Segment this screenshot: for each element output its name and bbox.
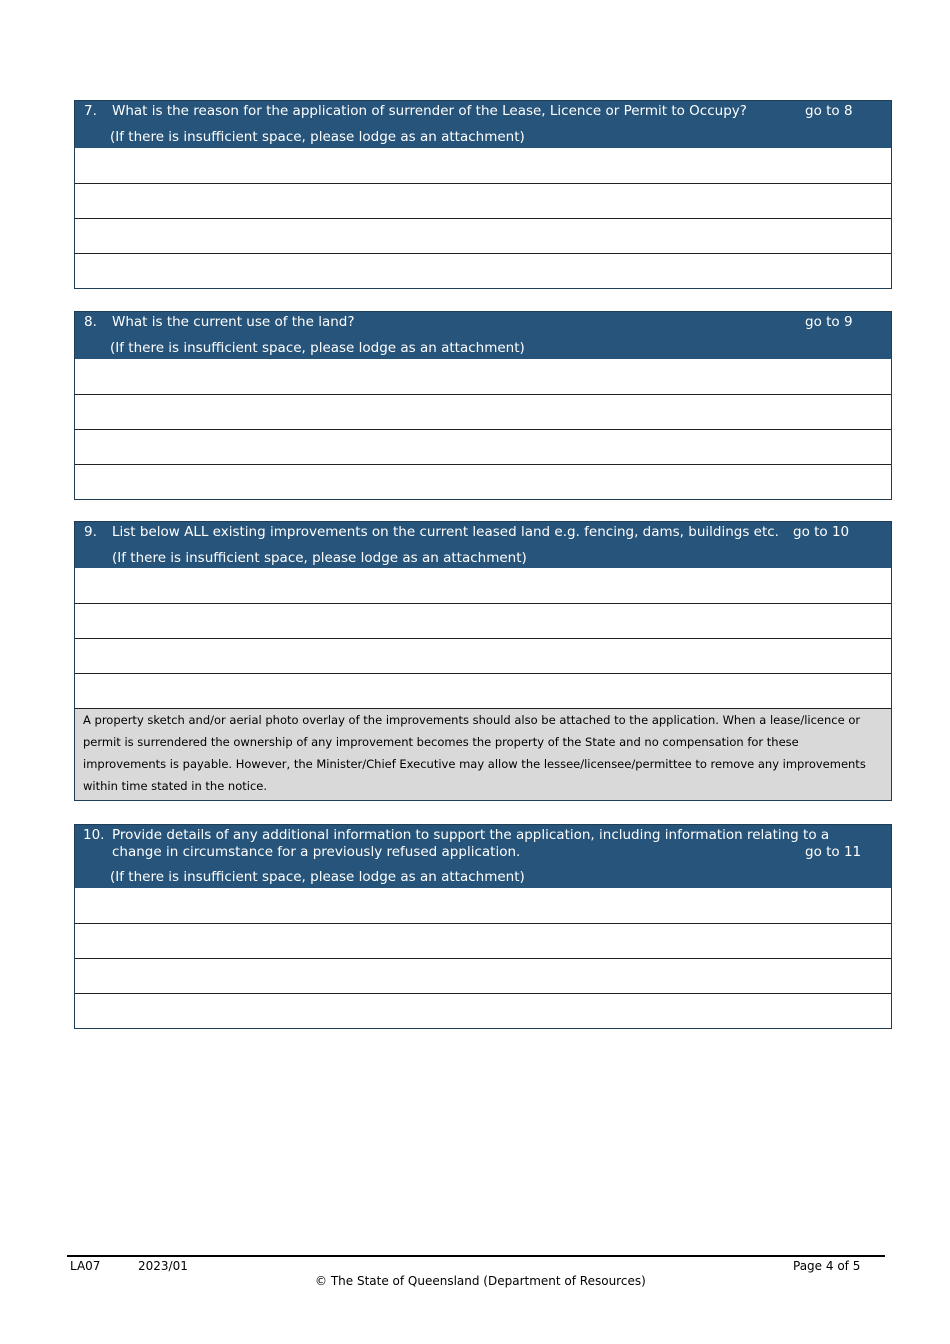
section-9-header (75, 522, 891, 568)
copyright: © The State of Queensland (Department of Resources) (315, 1274, 646, 1288)
answer-line-4[interactable] (75, 253, 891, 288)
answer-line-2[interactable] (75, 183, 891, 218)
section-10 (74, 824, 892, 1029)
answer-line-1[interactable] (75, 359, 891, 394)
section-8 (74, 311, 892, 500)
answer-line-3[interactable] (75, 429, 891, 464)
attachment-note: (If there is insufficient space, please lodge as an attachment) (110, 129, 525, 145)
question-text: List below ALL existing improvements on the current leased land e.g. fencing, dams, buildings etc. (112, 524, 779, 540)
answer-line-1[interactable] (75, 888, 891, 923)
section-7 (74, 100, 892, 289)
improvements-notice: A property sketch and/or aerial photo overlay of the improvements should also be attached to the application. When a lease/licence or permit is surrendered the ownership of any improvement becomes the property of the State and no compensation for these improvements is payable. However, the Minister/Chief Executive may allow the lessee/licensee/permittee to remove any improvements within time stated in the notice. (75, 708, 891, 800)
answer-line-1[interactable] (75, 148, 891, 183)
page-number: Page 4 of 5 (793, 1259, 861, 1273)
answer-line-2[interactable] (75, 923, 891, 958)
section-7-header (75, 101, 891, 148)
question-number: 10. (83, 827, 105, 843)
answer-line-4[interactable] (75, 464, 891, 499)
question-text: What is the current use of the land? (112, 314, 355, 330)
goto-label: go to 8 (805, 103, 853, 119)
question-number: 8. (84, 314, 97, 330)
footer-divider (67, 1255, 885, 1257)
answer-line-1[interactable] (75, 568, 891, 603)
answer-line-4[interactable] (75, 673, 891, 708)
goto-label: go to 11 (805, 844, 862, 860)
answer-line-4[interactable] (75, 993, 891, 1028)
attachment-note: (If there is insufficient space, please lodge as an attachment) (110, 340, 525, 356)
question-text: Provide details of any additional information to support the application, including information relating to a change in circumstance for a previously refused application. (112, 827, 830, 860)
attachment-note: (If there is insufficient space, please lodge as an attachment) (112, 550, 527, 566)
question-number: 9. (84, 524, 97, 540)
section-9 (74, 521, 892, 801)
answer-line-3[interactable] (75, 218, 891, 253)
answer-line-2[interactable] (75, 394, 891, 429)
goto-label: go to 9 (805, 314, 853, 330)
form-code: LA07 (70, 1259, 101, 1273)
question-text: What is the reason for the application of surrender of the Lease, Licence or Permit to Occupy? (112, 103, 747, 119)
goto-label: go to 10 (793, 524, 850, 540)
answer-line-2[interactable] (75, 603, 891, 638)
form-version: 2023/01 (138, 1259, 188, 1273)
answer-line-3[interactable] (75, 638, 891, 673)
attachment-note: (If there is insufficient space, please lodge as an attachment) (110, 869, 525, 885)
section-10-header (75, 825, 891, 888)
section-8-header (75, 312, 891, 359)
answer-line-3[interactable] (75, 958, 891, 993)
question-number: 7. (84, 103, 97, 119)
